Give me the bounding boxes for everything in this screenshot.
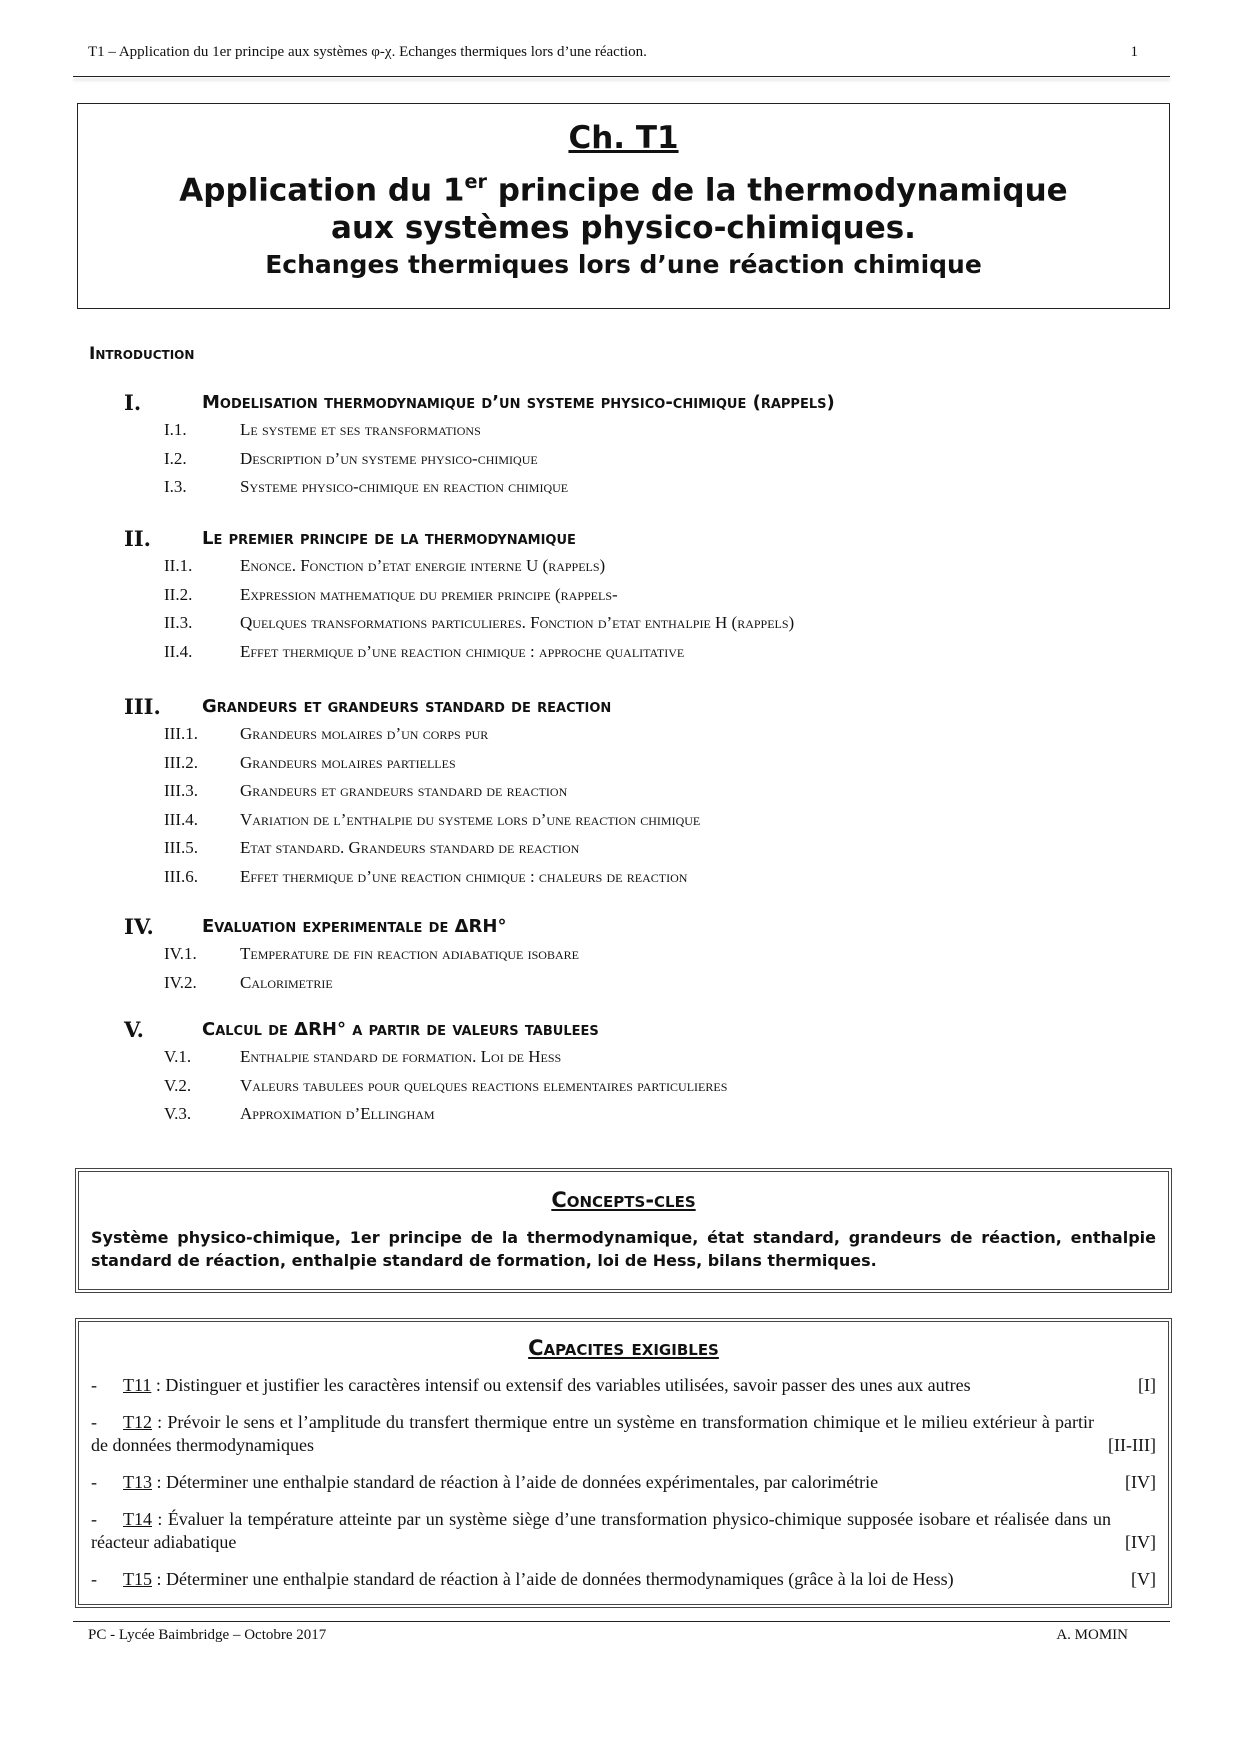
- chapter-label: Ch. T1: [568, 120, 679, 156]
- capacite-ref: [V]: [1131, 1569, 1156, 1589]
- capacite-text: : Prévoir le sens et l’amplitude du transfert thermique entre un système en transformation chimique et le milieu extérieur à partir de données thermodynamiques: [91, 1412, 1095, 1455]
- toc-subsection-number: III.5.: [164, 838, 198, 857]
- toc-subsection-title: Etat standard. Grandeurs standard de reaction: [240, 838, 580, 857]
- toc-section-title: Evaluation experimentale de ΔRH°: [202, 916, 507, 937]
- toc-subsection-title: Enthalpie standard de formation. Loi de Hess: [240, 1047, 562, 1066]
- capacite-text-wrap: [91, 1508, 1111, 1554]
- toc-subsection-title: Approximation d’Ellingham: [240, 1104, 435, 1123]
- capacite-code: T14: [123, 1509, 152, 1529]
- toc-subsection-title: Expression mathematique du premier principe (rappels-: [240, 584, 618, 604]
- capacite-dash: -: [91, 1472, 97, 1492]
- toc-section-number: IV.: [124, 914, 154, 939]
- toc-subsection-title: Grandeurs molaires partielles: [240, 752, 456, 772]
- toc-section-number: I.: [124, 390, 142, 415]
- capacites-box: [75, 1318, 1172, 1608]
- toc-subsection-number: IV.1.: [164, 944, 197, 963]
- title-line-3: Echanges thermiques lors d’une réaction chimique: [265, 250, 982, 280]
- running-title: T1 – Application du 1er principe aux systèmes φ-χ. Echanges thermiques lors d’une réaction.: [88, 44, 647, 60]
- concepts-heading: Concepts-cles: [551, 1188, 696, 1212]
- title-line-1: [78, 170, 1169, 208]
- capacite-item: [91, 1508, 1156, 1554]
- toc-subsection-number: III.2.: [164, 752, 198, 772]
- toc-subsection-title: Variation de l’enthalpie du systeme lors d’une reaction chimique: [240, 809, 701, 829]
- toc-subsection-number: V.1.: [164, 1047, 192, 1066]
- toc-section-number: II.: [124, 526, 151, 551]
- capacites-list: [91, 1374, 1156, 1591]
- concepts-box: [75, 1168, 1172, 1293]
- toc-introduction: Introduction: [89, 344, 195, 364]
- capacite-text-wrap: [91, 1471, 878, 1494]
- toc-subsection-title: Systeme physico-chimique en reaction chimique: [240, 477, 569, 496]
- toc-subsection-number: III.1.: [164, 724, 198, 743]
- toc-section-title: Modelisation thermodynamique d’un systeme physico-chimique (rappels): [202, 392, 835, 413]
- title-line-1-post: principe de la thermodynamique: [486, 172, 1068, 209]
- toc-subsection-number: II.4.: [164, 641, 193, 661]
- capacite-code: T13: [123, 1472, 152, 1492]
- toc-subsection-number: V.3.: [164, 1104, 192, 1123]
- capacite-code: T12: [123, 1412, 152, 1432]
- toc-section-title: Le premier principe de la thermodynamique: [202, 528, 576, 549]
- capacite-ref: [IV]: [1125, 1532, 1156, 1552]
- toc-subsection-number: II.3.: [164, 613, 193, 632]
- capacite-item: [91, 1374, 1156, 1397]
- toc-subsection-title: Effet thermique d’une reaction chimique : chaleurs de reaction: [240, 866, 688, 886]
- capacite-code: T15: [123, 1569, 152, 1589]
- toc-subsection-number: I.1.: [164, 420, 187, 439]
- toc-subsection-title: Temperature de fin reaction adiabatique isobare: [240, 944, 579, 963]
- toc-subsection-number: I.3.: [164, 477, 187, 496]
- capacite-item: [91, 1411, 1156, 1457]
- capacite-code: T11: [123, 1375, 152, 1395]
- toc-subsection-title: Valeurs tabulees pour quelques reactions elementaires particulieres: [240, 1075, 728, 1095]
- capacite-text-wrap: [91, 1374, 971, 1397]
- capacite-text-wrap: [91, 1568, 954, 1591]
- capacite-dash: -: [91, 1569, 97, 1589]
- toc-subsection-number: III.4.: [164, 809, 198, 829]
- capacite-text: : Déterminer une enthalpie standard de réaction à l’aide de données thermodynamiques (grâce à la loi de Hess): [152, 1569, 954, 1589]
- capacite-text: : Évaluer la température atteinte par un système siège d’une transformation physico-chimique supposée isobare et réalisée dans un réacteur adiabatique: [91, 1509, 1112, 1552]
- toc-subsection-number: V.2.: [164, 1075, 192, 1095]
- toc-subsection-number: II.2.: [164, 584, 193, 604]
- footer-left: PC - Lycée Baimbridge – Octobre 2017: [88, 1627, 327, 1643]
- toc-subsection-number: IV.2.: [164, 972, 197, 992]
- toc-subsection-title: Grandeurs molaires d’un corps pur: [240, 724, 489, 743]
- title-line-1-pre: Application du 1: [179, 172, 465, 209]
- capacite-text-wrap: [91, 1411, 1094, 1457]
- toc-subsection-title: Enonce. Fonction d’etat energie interne U (rappels): [240, 556, 606, 575]
- toc-subsection-title: Grandeurs et grandeurs standard de reaction: [240, 781, 568, 800]
- capacite-dash: -: [91, 1412, 97, 1432]
- toc-subsection-number: III.3.: [164, 781, 198, 800]
- title-box: [77, 103, 1170, 309]
- footer: [88, 1627, 1128, 1644]
- capacites-heading: Capacites exigibles: [528, 1336, 719, 1360]
- capacite-text: : Déterminer une enthalpie standard de réaction à l’aide de données expérimentales, par calorimétrie: [152, 1472, 879, 1492]
- page-number: 1: [1130, 44, 1138, 60]
- footer-rule: [73, 1621, 1170, 1622]
- toc-subsection-number: III.6.: [164, 866, 198, 886]
- capacite-item: [91, 1471, 1156, 1494]
- toc-subsection-number: II.1.: [164, 556, 193, 575]
- capacite-ref: [II-III]: [1108, 1435, 1156, 1455]
- capacite-dash: -: [91, 1509, 97, 1529]
- title-line-2: aux systèmes physico-chimiques.: [331, 210, 916, 247]
- header-rule: [73, 76, 1170, 77]
- toc-subsection-title: Le systeme et ses transformations: [240, 420, 481, 439]
- toc-subsection-title: Quelques transformations particulieres. Fonction d’etat enthalpie H (rappels): [240, 613, 795, 632]
- running-header: [88, 44, 1138, 61]
- toc-subsection-title: Calorimetrie: [240, 972, 333, 992]
- title-line-1-sup: er: [464, 170, 487, 193]
- capacite-dash: -: [91, 1375, 97, 1395]
- toc-subsection-title: Description d’un systeme physico-chimique: [240, 448, 538, 468]
- capacite-text: : Distinguer et justifier les caractères intensif ou extensif des variables utilisées, savoir passer des unes aux autres: [151, 1375, 971, 1395]
- capacite-ref: [IV]: [1125, 1472, 1156, 1492]
- toc-section-number: V.: [124, 1017, 144, 1042]
- capacite-item: [91, 1568, 1156, 1591]
- capacite-ref: [I]: [1138, 1375, 1156, 1395]
- toc-section-title: Grandeurs et grandeurs standard de reaction: [202, 696, 612, 717]
- toc-subsection-number: I.2.: [164, 448, 187, 468]
- concepts-text: Système physico-chimique, 1er principe de la thermodynamique, état standard, grandeurs de réaction, enthalpie standard de réaction, enthalpie standard de formation, loi de Hess, bilans thermiques.: [91, 1228, 1156, 1270]
- toc-subsection-title: Effet thermique d’une reaction chimique : approche qualitative: [240, 641, 685, 661]
- footer-author: A. MOMIN: [1056, 1627, 1128, 1643]
- toc-section-number: III.: [124, 694, 161, 719]
- toc-section-title: Calcul de ΔRH° a partir de valeurs tabulees: [202, 1019, 599, 1040]
